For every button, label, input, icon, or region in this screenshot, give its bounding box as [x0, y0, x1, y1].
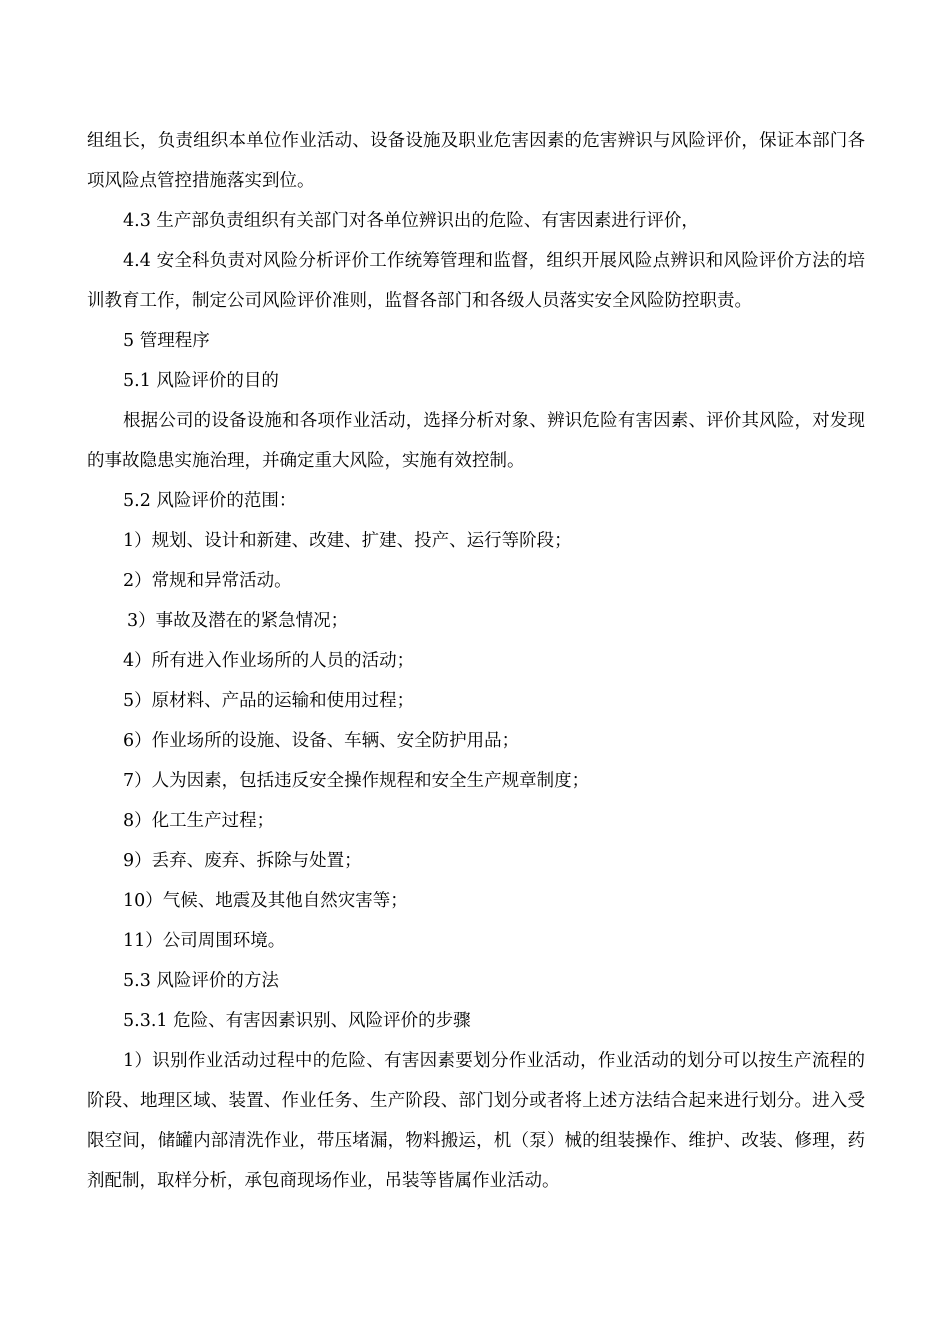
list-item-11: 11）公司周围环境。	[123, 931, 286, 951]
list-item-8: 8）化工生产过程；	[123, 811, 275, 831]
list-item-10: 10）气候、地震及其他自然灾害等；	[123, 891, 408, 911]
list-item-7: 7）人为因素，包括违反安全操作规程和安全生产规章制度；	[123, 771, 590, 791]
paragraph-5-1-body: 根据公司的设备设施和各项作业活动，选择分析对象、辨识危险有害因素、评价其风险，对发现的事故隐患实施治理，并确定重大风险，实施有效控制。	[87, 411, 865, 471]
heading-5-2: 5.2 风险评价的范围：	[123, 491, 297, 511]
document-body	[87, 121, 865, 1201]
paragraph-4-4: 4.4 安全科负责对风险分析评价工作统筹管理和监督，组织开展风险点辨识和风险评价方法的培训教育工作，制定公司风险评价准则，监督各部门和各级人员落实安全风险防控职责。	[87, 251, 865, 311]
paragraph-continuation: 组组长，负责组织本单位作业活动、设备设施及职业危害因素的危害辨识与风险评价，保证本部门各项风险点管控措施落实到位。	[87, 131, 865, 191]
list-item-3: 3）事故及潜在的紧急情况；	[127, 611, 349, 631]
list-item-6: 6）作业场所的设施、设备、车辆、安全防护用品；	[123, 731, 520, 751]
heading-5-3-1: 5.3.1 危险、有害因素识别、风险评价的步骤	[123, 1011, 471, 1031]
list-item-5: 5）原材料、产品的运输和使用过程；	[123, 691, 415, 711]
heading-5-3: 5.3 风险评价的方法	[123, 971, 279, 991]
heading-5-1: 5.1 风险评价的目的	[123, 371, 279, 391]
list-item-9: 9）丢弃、废弃、拆除与处置；	[123, 851, 362, 871]
list-item-2: 2）常规和异常活动。	[123, 571, 292, 591]
heading-5-management-procedure: 5 管理程序	[123, 331, 210, 351]
list-item-4: 4）所有进入作业场所的人员的活动；	[123, 651, 415, 671]
paragraph-5-3-1-item-1: 1）识别作业活动过程中的危险、有害因素要划分作业活动，作业活动的划分可以按生产流程的阶段、地理区域、装置、作业任务、生产阶段、部门划分或者将上述方法结合起来进行划分。进入受限空间，储罐内部清洗作业，带压堵漏，物料搬运，机（泵）械的组装操作、维护、改装、修理，药剂配制，取样分析，承包商现场作业，吊装等皆属作业活动。	[87, 1051, 865, 1191]
list-item-1: 1）规划、设计和新建、改建、扩建、投产、运行等阶段；	[123, 531, 572, 551]
paragraph-4-3: 4.3 生产部负责组织有关部门对各单位辨识出的危险、有害因素进行评价，	[123, 211, 699, 231]
